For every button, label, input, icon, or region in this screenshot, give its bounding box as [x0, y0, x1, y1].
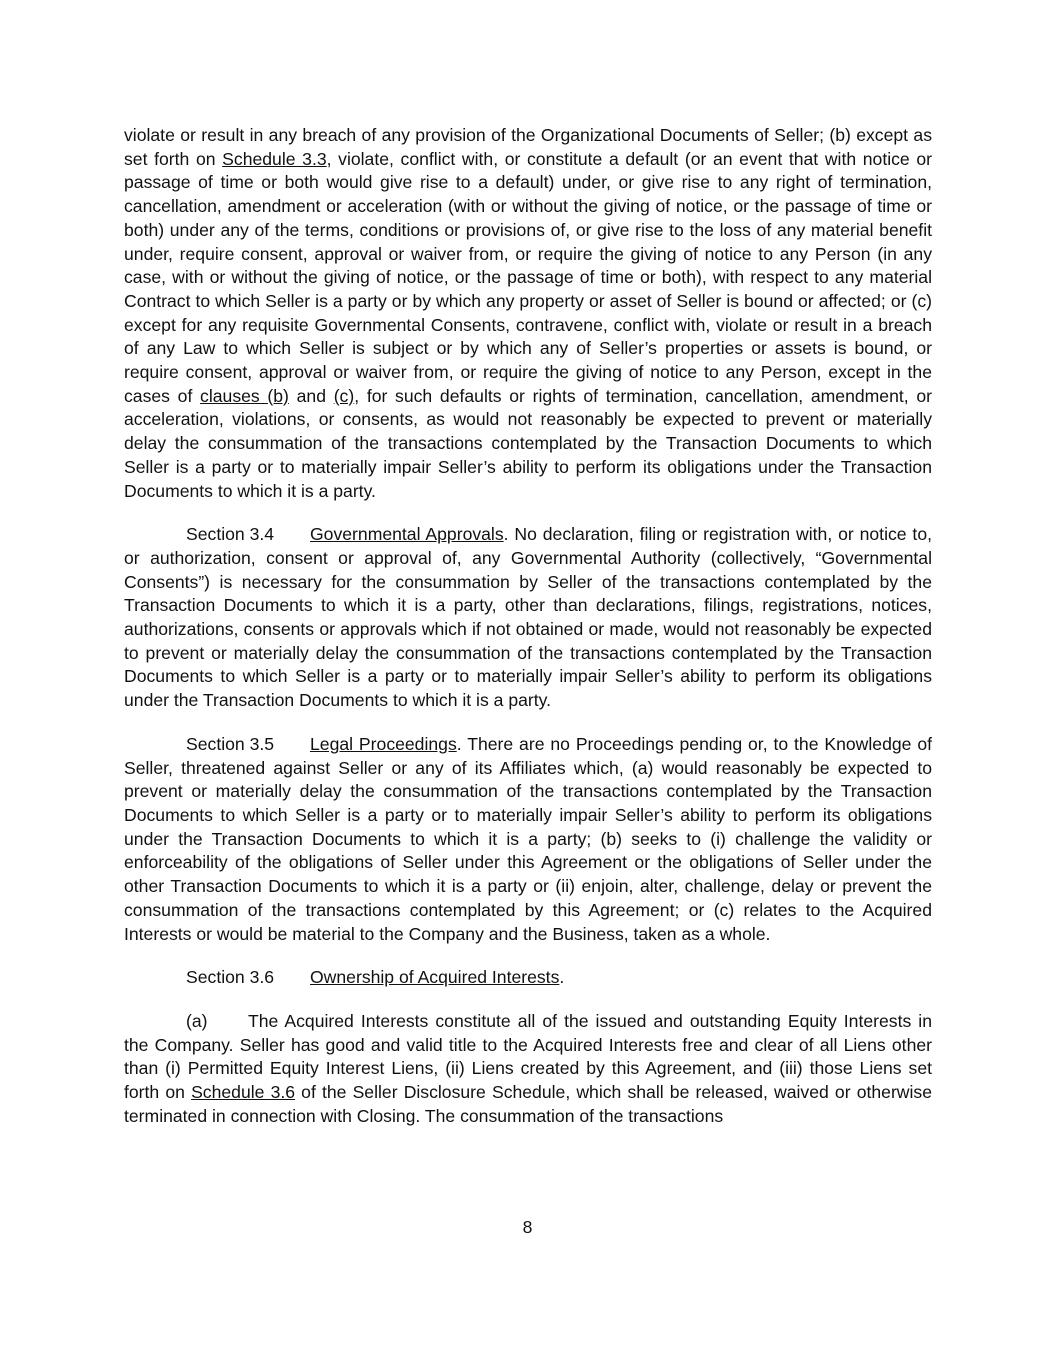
- section-3-4-title: Governmental Approvals: [310, 524, 504, 545]
- section-3-4-body: . No declaration, filing or registration with, or notice to, or authorization, consent or approval of, any Governmental Authority (collectively, “Governmental Consents”) is necessary for the consummation by Seller of the transactions contemplated by the Transaction Documents to which it is a party, other than declarations, filings, registrations, notices, authorizations, consents or approvals which if not obtained or made, would not reasonably be expected to prevent or materially delay the consummation of the transactions contemplated by the Transaction Documents to which Seller is a party or to materially impair Seller’s ability to perform its obligations under the Transaction Documents to which it is a party.: [124, 524, 932, 711]
- section-3-5: [124, 733, 932, 946]
- paragraph-continuation: [124, 124, 932, 503]
- subsection-a-label: (a): [186, 1010, 208, 1031]
- section-3-5-title: Legal Proceedings: [310, 733, 457, 754]
- text-run: , for such defaults or rights of termination, cancellation, amendment, or acceleration, violations, or consents, as would not reasonably be expected to prevent or materially delay the consummation of the transactions contemplated by the Transaction Documents to which Seller is a party or to materially impair Seller’s ability to perform its obligations under the Transaction Documents to which it is a party.: [124, 385, 932, 501]
- text-run: of the Seller Disclosure Schedule, which shall be released, waived or otherwise terminated in connection with Closing. The consummation of the transactions: [124, 1082, 932, 1126]
- text-run: , violate, conflict with, or constitute a default (or an event that with notice or passage of time or both would give rise to a default) under, or give rise to any right of termination, cancellation, amendment or acceleration (with or without the giving of notice, or the passage of time or both) under any of the terms, conditions or provisions of, or give rise to the loss of any material benefit under, require consent, approval or waiver from, or require the giving of notice to any Person (in any case, with or without the giving of notice, or the passage of time or both), with respect to any material Contract to which Seller is a party or by which any property or asset of Seller is bound or affected; or (c) except for any requisite Governmental Consents, contravene, conflict with, violate or result in a breach of any Law to which Seller is subject or by which any of Seller’s properties or assets is bound, or require consent, approval or waiver from, or require the giving of notice to any Person, except in the cases of: [124, 148, 932, 406]
- section-3-6: [124, 966, 932, 990]
- text-run: and: [288, 385, 334, 406]
- text-run: The Acquired Interests constitute all of the issued and outstanding Equity Interests in the Company. Seller has good and valid title to the Acquired Interests free and clear of all Liens other than (i) Permitted Equity Interest Liens, (ii) Liens created by this Agreement, and (iii) those Liens set forth on: [124, 1010, 932, 1103]
- page-number: 8: [522, 1217, 533, 1237]
- section-3-6-a: [124, 1010, 932, 1129]
- document-page: [124, 124, 932, 1148]
- clauses-b-reference: clauses (b): [200, 385, 289, 406]
- schedule-3-3-reference: Schedule 3.3: [222, 148, 327, 169]
- section-3-4-label: Section 3.4: [186, 524, 275, 545]
- section-3-6-label: Section 3.6: [186, 967, 275, 988]
- text-run: violate or result in any breach of any provision of the Organizational Documents of Seller; (b) except as set forth on: [124, 125, 932, 169]
- section-3-5-label: Section 3.5: [186, 733, 275, 754]
- section-3-6-period: .: [559, 967, 565, 988]
- section-3-4: [124, 523, 932, 713]
- section-3-6-title: Ownership of Acquired Interests: [310, 967, 560, 988]
- clause-c-reference: (c): [333, 385, 355, 406]
- section-3-5-body: . There are no Proceedings pending or, to the Knowledge of Seller, threatened against Seller or any of its Affiliates which, (a) would reasonably be expected to prevent or materially delay the consummation of the transactions contemplated by the Transaction Documents to which Seller is a party or to materially impair Seller’s ability to perform its obligations under the Transaction Documents to which it is a party; (b) seeks to (i) challenge the validity or enforceability of the obligations of Seller under this Agreement or the obligations of Seller under the other Transaction Documents to which it is a party or (ii) enjoin, alter, challenge, delay or prevent the consummation of the transactions contemplated by this Agreement; or (c) relates to the Acquired Interests or would be material to the Company and the Business, taken as a whole.: [124, 733, 932, 944]
- schedule-3-6-reference: Schedule 3.6: [191, 1082, 296, 1103]
